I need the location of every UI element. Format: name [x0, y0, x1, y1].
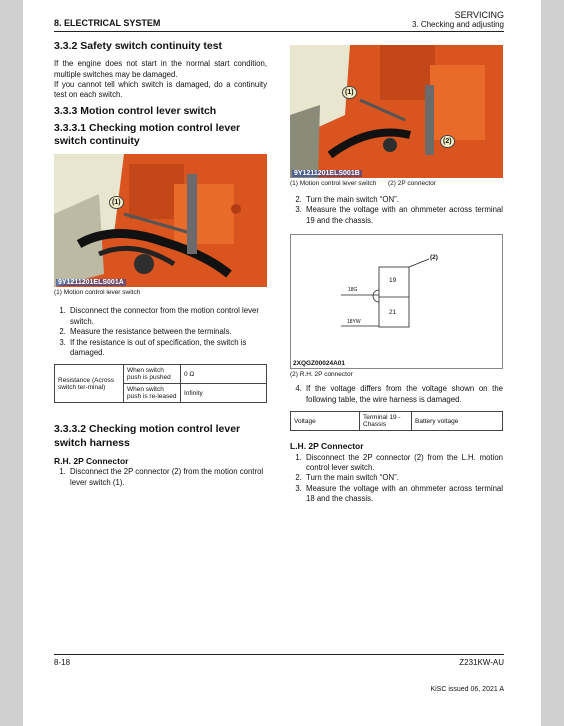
- caption-item: (2) 2P connector: [387, 180, 436, 187]
- heading-3-3-3-2: 3.3.3.2 Checking motion control lever switch harness: [54, 423, 241, 449]
- issue-note: KiSC issued 06, 2021 A: [430, 686, 504, 693]
- wire-label: 18YW: [347, 319, 361, 326]
- callout-1: (1): [342, 86, 357, 99]
- table-cell: Battery voltage: [412, 412, 503, 431]
- paragraph: If the engine does not start in the normal start condition, multiple switches may be damaged.: [54, 59, 267, 79]
- lh-steps-list: [290, 453, 503, 505]
- paragraph: If you cannot tell which switch is damaged, do a continuity test on each switch.: [54, 80, 267, 100]
- left-column: [54, 40, 267, 488]
- steps-list: [290, 384, 503, 405]
- figure-caption: [290, 180, 503, 187]
- connector-diagram-drawing: [291, 235, 502, 368]
- photo-motion-control-lever: [54, 154, 267, 287]
- callout-2: (2): [440, 135, 455, 148]
- photo-2p-connector: [290, 45, 503, 178]
- chapter-title: SERVICING: [454, 10, 504, 20]
- header-divider: [54, 31, 504, 32]
- section-title: 8. ELECTRICAL SYSTEM: [54, 18, 161, 28]
- table-row: [291, 412, 503, 431]
- diagram-callout: (2): [430, 254, 438, 262]
- rh-steps-list: [54, 467, 267, 488]
- terminal-label: 21: [389, 309, 397, 317]
- figure-code: 2XQGZ00024A01: [293, 360, 346, 368]
- steps-list: [290, 195, 503, 226]
- connector-diagram: [290, 234, 503, 369]
- step-item: 1. Disconnect the 2P connector (2) from the L.H. motion control lever switch.: [304, 453, 503, 474]
- table-cell: Terminal 19 - Chassis: [360, 412, 412, 431]
- terminal-label: 19: [389, 277, 397, 285]
- right-column: [290, 45, 503, 505]
- table-cell: When switch push is pushed: [124, 365, 181, 384]
- table-cell: Infinity: [181, 384, 267, 403]
- heading-3-3-2: 3.3.2 Safety switch continuity test: [54, 40, 223, 52]
- step-item: 2. Measure the resistance between the terminals.: [68, 327, 267, 337]
- step-item: 3. If the resistance is out of specification, the switch is damaged.: [68, 338, 267, 359]
- figure-code: 9Y1211201ELS001B: [294, 170, 360, 177]
- step-item: 2. Turn the main switch “ON”.: [304, 473, 503, 483]
- figure-caption: (2) R.H. 2P connector: [290, 371, 353, 379]
- step-item: 3. Measure the voltage with an ohmmeter across terminal 19 and the chassis.: [304, 205, 503, 226]
- table-cell: Resistance (Across switch ter-minal): [55, 365, 124, 403]
- photo-illustration: [54, 154, 267, 287]
- heading-3-3-3-1: 3.3.3.1 Checking motion control lever switch continuity: [54, 122, 241, 148]
- figure-code: 9Y1211201ELS001A: [58, 279, 124, 287]
- step-item: 1. Disconnect the connector from the motion control lever switch.: [68, 306, 267, 327]
- table-row: [55, 365, 267, 384]
- step-item: 3. Measure the voltage with an ohmmeter across terminal 18 and the chassis.: [304, 484, 503, 505]
- chapter-subtitle: 3. Checking and adjusting: [411, 20, 504, 29]
- resistance-table: [54, 364, 267, 403]
- page-number: 8-18: [54, 658, 71, 667]
- steps-list: [54, 306, 267, 358]
- rh-connector-heading: R.H. 2P Connector: [54, 455, 129, 466]
- voltage-table: [290, 411, 503, 431]
- table-cell: Voltage: [291, 412, 360, 431]
- step-item: 4. If the voltage differs from the voltage shown on the following table, the wire harness is damaged.: [304, 384, 503, 405]
- table-cell: 0 Ω: [181, 365, 267, 384]
- lh-connector-heading: L.H. 2P Connector: [290, 441, 364, 452]
- step-item: 2. Turn the main switch “ON”.: [304, 195, 503, 205]
- figure-caption: (1) Motion control lever switch: [54, 289, 141, 297]
- callout-1: (1): [109, 196, 124, 209]
- wire-label: 18G: [348, 287, 358, 294]
- manual-page: [23, 0, 541, 726]
- photo-illustration: [290, 45, 503, 178]
- model-number: Z231KW-AU: [459, 658, 504, 667]
- heading-3-3-3: 3.3.3 Motion control lever switch: [54, 104, 217, 117]
- table-cell: When switch push is re-leased: [124, 384, 181, 403]
- step-item: 1. Disconnect the 2P connector (2) from the motion control lever switch (1).: [68, 467, 267, 488]
- caption-item: (1) Motion control lever switch: [290, 180, 377, 187]
- footer-divider: [54, 654, 504, 655]
